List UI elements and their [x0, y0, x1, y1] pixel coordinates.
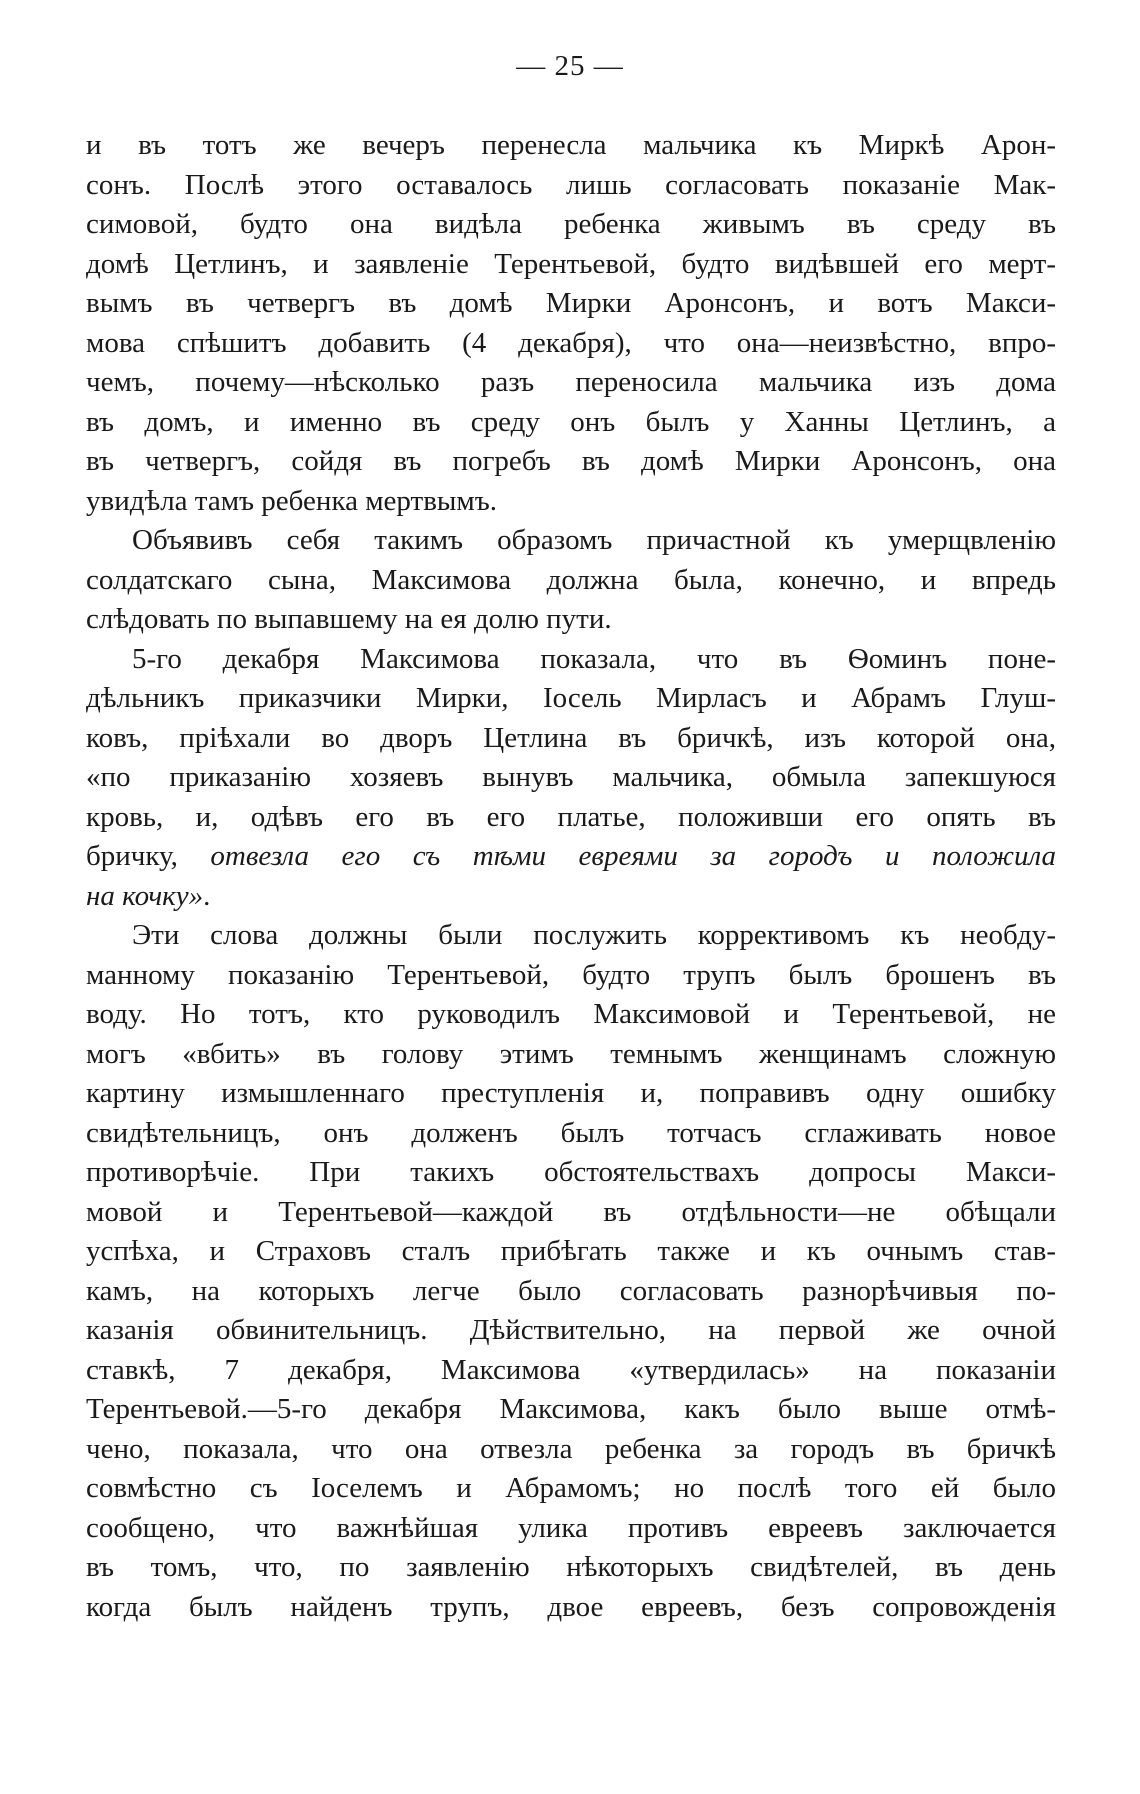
page-number: — 25 —: [516, 50, 624, 82]
text-line: воду. Но тотъ, кто руководилъ Максимовой и Терентьевой, не: [86, 998, 1056, 1030]
text-line: увидѣла тамъ ребенка мертвымъ.: [86, 484, 497, 517]
italic-text-segment: на кочку»: [86, 879, 204, 912]
text-line: Объявивъ себя такимъ образомъ причастной къ умерщвленію: [132, 524, 1056, 556]
text-line: чено, показала, что она отвезла ребенка за городъ въ бричкѣ: [86, 1432, 1056, 1465]
text-line: сообщено, что важнѣйшая улика противъ евреевъ заключается: [86, 1511, 1056, 1544]
text-line: успѣха, и Страховъ сталъ прибѣгать также и къ очнымъ став-: [86, 1235, 1056, 1267]
text-line: казанія обвинительницъ. Дѣйствительно, на первой же очной: [86, 1314, 1056, 1346]
text-line-mixed: [86, 837, 1056, 877]
text-line-mixed: [86, 877, 1056, 917]
text-line: вымъ въ четвергъ въ домѣ Мирки Аронсонъ, и вотъ Макси-: [86, 287, 1056, 319]
text-line: мова спѣшитъ добавить (4 декабря), что она—неизвѣстно, впро-: [86, 326, 1056, 359]
text-line: противорѣчіе. При такихъ обстоятельствахъ допросы Макси-: [86, 1156, 1056, 1188]
text-segment: .: [203, 879, 211, 912]
text-line: ставкѣ, 7 декабря, Максимова «утвердилась» на показаніи: [86, 1353, 1056, 1386]
text-line: «по приказанію хозяевъ вынувъ мальчика, обмыла запекшуюся: [86, 761, 1056, 793]
text-line: чемъ, почему—нѣсколько разъ переносила мальчика изъ дома: [86, 366, 1056, 398]
text-line: манному показанію Терентьевой, будто трупъ былъ брошенъ въ: [86, 958, 1056, 991]
text-line: могъ «вбить» въ голову этимъ темнымъ женщинамъ сложную: [86, 1037, 1056, 1070]
text-line: когда былъ найденъ трупъ, двое евреевъ, безъ сопровожденія: [86, 1590, 1056, 1623]
text-line: и въ тотъ же вечеръ перенесла мальчика къ Миркѣ Арон-: [86, 129, 1056, 161]
italic-text-segment: отвезла его съ тѣми евреями за городъ и положила: [210, 840, 1056, 872]
text-line: въ томъ, что, по заявленію нѣкоторыхъ свидѣтелей, въ день: [86, 1551, 1056, 1583]
body-text: [86, 126, 1056, 1627]
text-line: ковъ, пріѣхали во дворъ Цетлина въ бричкѣ, изъ которой она,: [86, 721, 1056, 754]
text-line: въ домъ, и именно въ среду онъ былъ у Ханны Цетлинъ, а: [86, 405, 1056, 438]
text-line: сонъ. Послѣ этого оставалось лишь согласовать показаніе Мак-: [86, 168, 1056, 201]
text-line: въ четвергъ, сойдя въ погребъ въ домѣ Мирки Аронсонъ, она: [86, 445, 1056, 477]
text-line: Терентьевой.—5-го декабря Максимова, какъ было выше отмѣ-: [86, 1393, 1056, 1425]
text-line: солдатскаго сына, Максимова должна была, конечно, и впредь: [86, 563, 1056, 596]
text-line: слѣдовать по выпавшему на ея долю пути.: [86, 603, 612, 635]
text-line: картину измышленнаго преступленія и, поправивъ одну ошибку: [86, 1077, 1056, 1109]
text-line: камъ, на которыхъ легче было согласовать разнорѣчивыя по-: [86, 1274, 1056, 1307]
text-line: Эти слова должны были послужить коррективомъ къ необду-: [132, 919, 1056, 951]
text-segment: бричку,: [86, 840, 211, 872]
text-line: домѣ Цетлинъ, и заявленіе Терентьевой, будто видѣвшей его мерт-: [86, 247, 1056, 280]
text-line: свидѣтельницъ, онъ долженъ былъ тотчасъ сглаживать новое: [86, 1116, 1056, 1149]
text-line: кровь, и, одѣвъ его въ его платье, положивши его опять въ: [86, 800, 1056, 833]
text-line: дѣльникъ приказчики Мирки, Іосель Мирласъ и Абрамъ Глуш-: [86, 682, 1056, 714]
text-line: мовой и Терентьевой—каждой въ отдѣльности—не обѣщали: [86, 1195, 1056, 1228]
text-line: совмѣстно съ Іоселемъ и Абрамомъ; но послѣ того ей было: [86, 1472, 1056, 1504]
text-line: 5-го декабря Максимова показала, что въ Ѳоминъ поне-: [132, 642, 1056, 675]
text-line: симовой, будто она видѣла ребенка живымъ въ среду въ: [86, 208, 1056, 240]
